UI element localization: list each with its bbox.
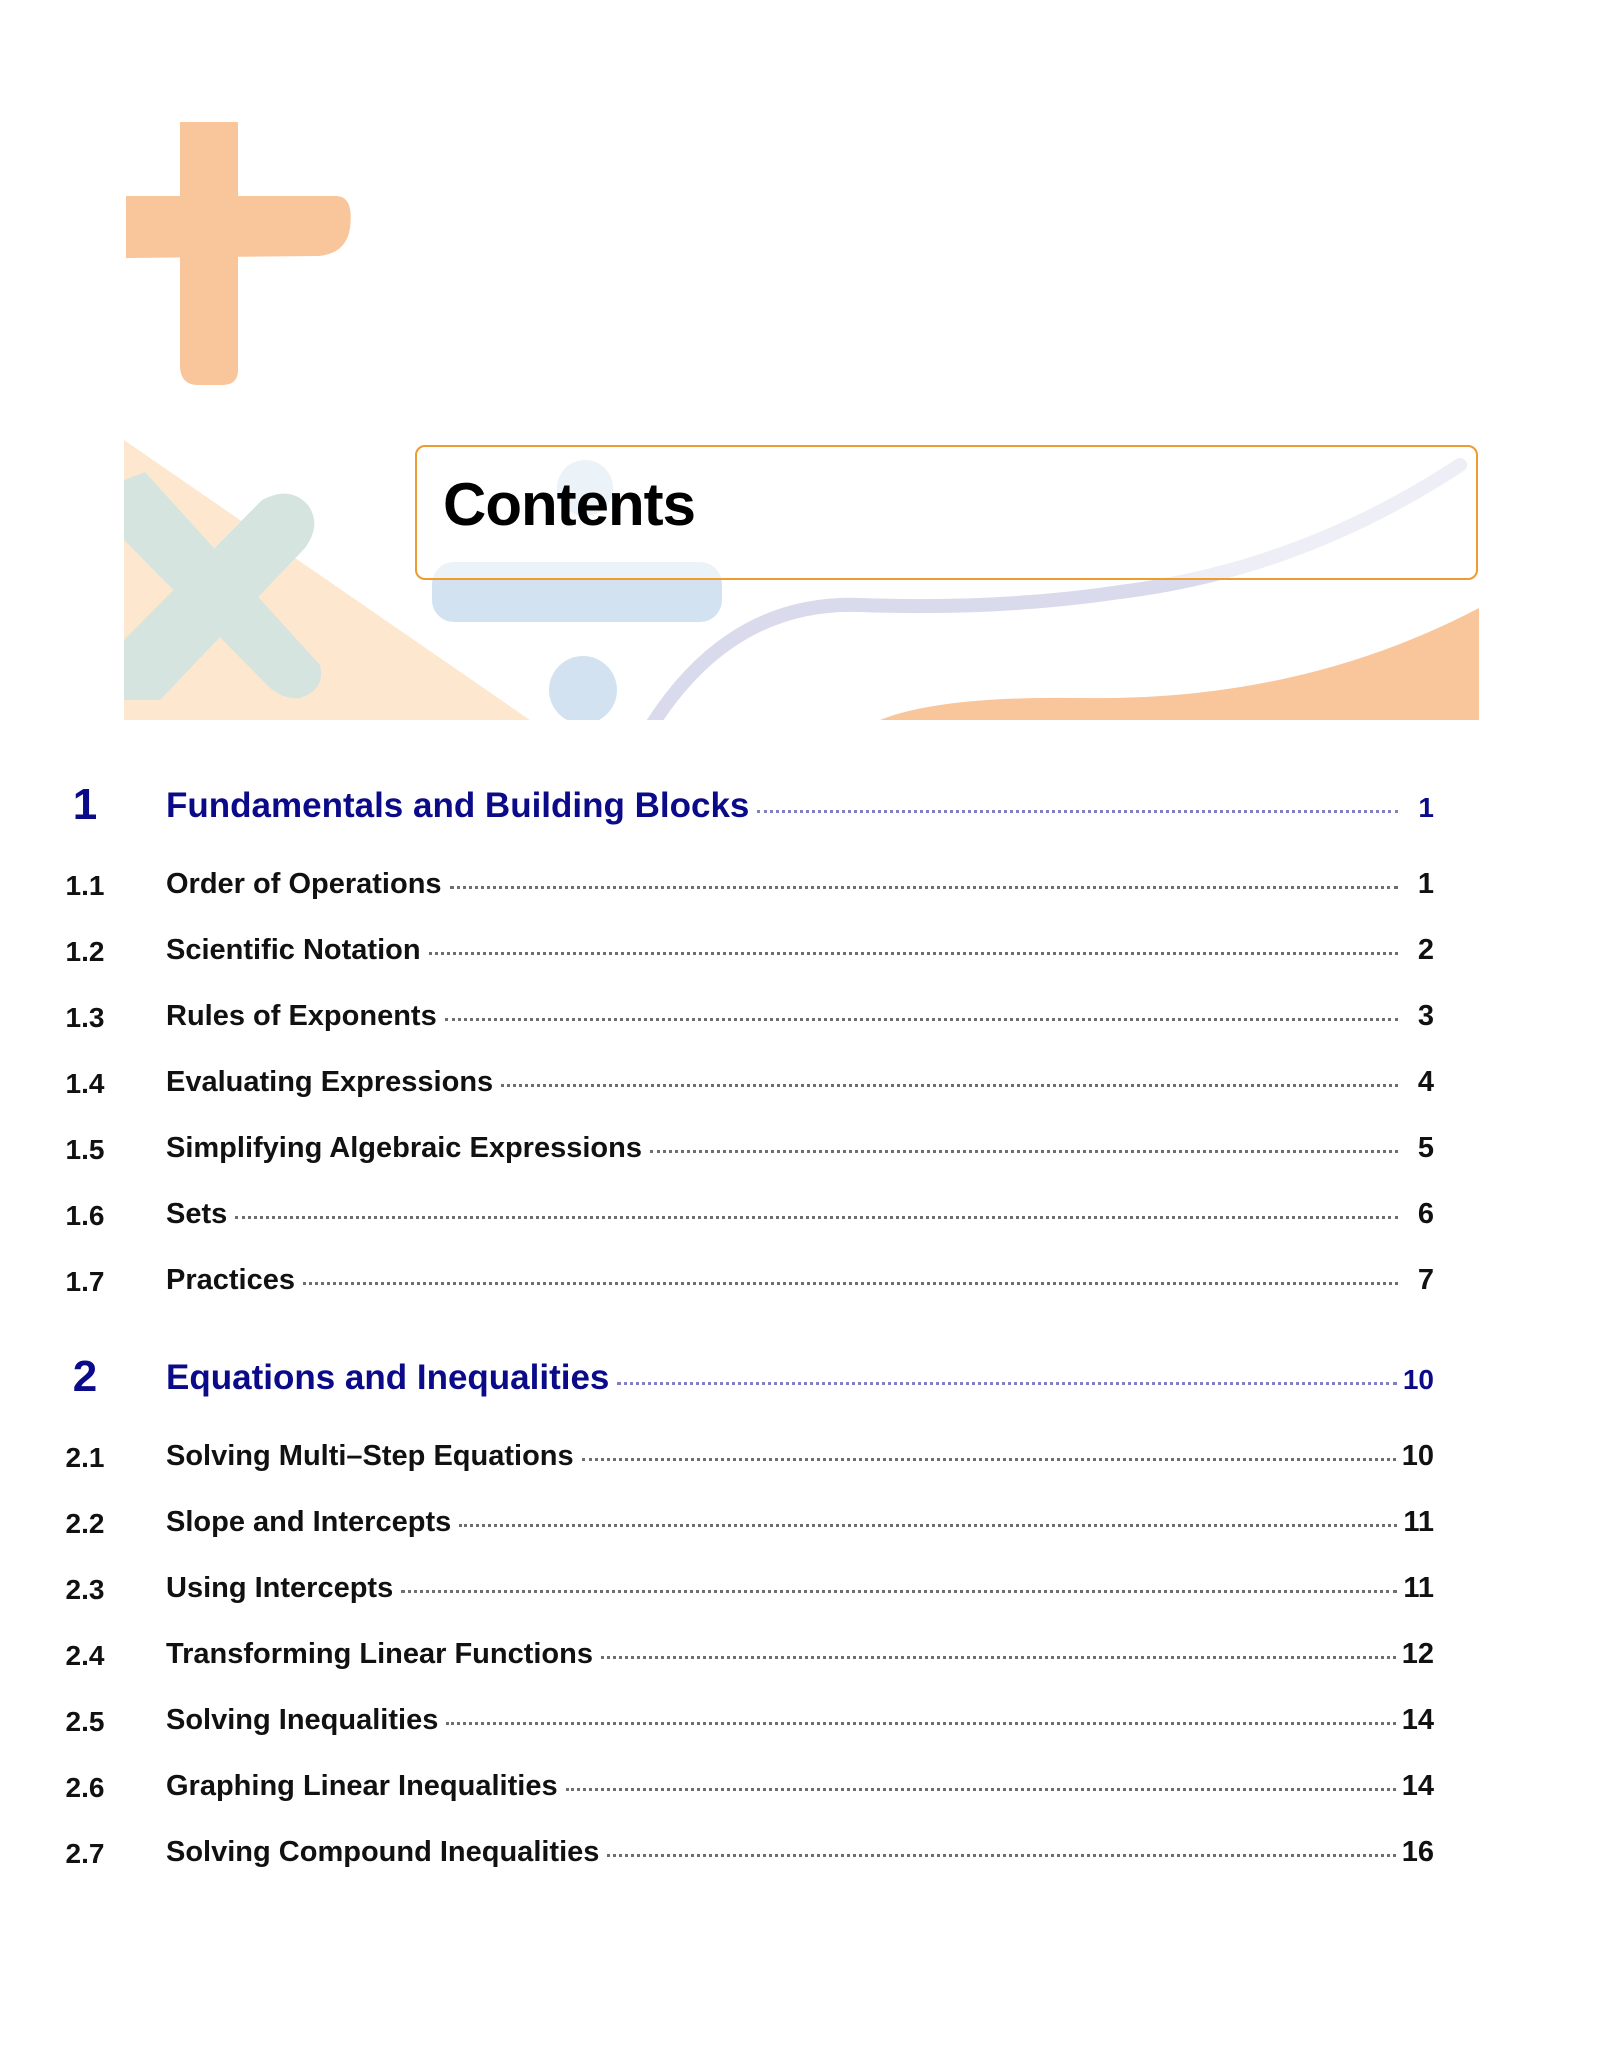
toc-section-entry[interactable] — [0, 1636, 1600, 1676]
dot-leader — [459, 1524, 1397, 1527]
toc-section-entry[interactable] — [0, 1768, 1600, 1808]
section-title: Rules of Exponents — [166, 1000, 437, 1032]
page-number: 14 — [1401, 1704, 1434, 1736]
section-title: Practices — [166, 1264, 295, 1296]
page-number: 1 — [1417, 868, 1434, 900]
toc-chapter-entry[interactable] — [0, 1352, 1600, 1401]
chapter-number: 2 — [72, 1352, 98, 1401]
chapter-title: Fundamentals and Building Blocks — [166, 786, 750, 825]
dot-leader — [235, 1216, 1398, 1219]
section-title: Sets — [166, 1198, 228, 1230]
page-number: 16 — [1401, 1836, 1434, 1868]
section-title: Transforming Linear Functions — [166, 1638, 593, 1670]
section-number: 1.5 — [65, 1134, 105, 1165]
toc-section-entry[interactable] — [0, 1130, 1600, 1170]
section-number: 1.3 — [65, 1002, 105, 1033]
page-number: 4 — [1417, 1066, 1434, 1098]
page-number: 6 — [1417, 1198, 1434, 1230]
section-title: Evaluating Expressions — [166, 1066, 494, 1098]
section-title: Order of Operations — [166, 868, 442, 900]
toc-section-entry[interactable] — [0, 1438, 1600, 1478]
section-number: 2.7 — [65, 1838, 105, 1869]
section-number: 2.3 — [65, 1574, 105, 1605]
toc-section-entry[interactable] — [0, 866, 1600, 906]
dot-leader — [582, 1458, 1396, 1461]
dot-leader — [303, 1282, 1398, 1285]
section-number: 1.6 — [65, 1200, 105, 1231]
section-title: Solving Multi–Step Equations — [166, 1440, 574, 1472]
toc-section-entry[interactable] — [0, 998, 1600, 1038]
section-number: 1.4 — [65, 1068, 105, 1099]
section-number: 1.1 — [65, 870, 105, 901]
toc-section-entry[interactable] — [0, 1834, 1600, 1874]
dot-leader — [757, 810, 1398, 813]
page-number: 12 — [1401, 1638, 1434, 1670]
dot-leader — [429, 952, 1398, 955]
toc-section-entry[interactable] — [0, 1570, 1600, 1610]
page-number: 2 — [1417, 934, 1434, 966]
page-number: 11 — [1403, 1506, 1434, 1538]
section-title: Using Intercepts — [166, 1572, 394, 1604]
page-number: 7 — [1417, 1264, 1434, 1296]
dot-leader — [446, 1722, 1395, 1725]
math-symbols-banner — [0, 0, 1600, 740]
peach-wave-shape — [880, 608, 1479, 720]
dot-leader — [617, 1382, 1396, 1385]
section-title: Graphing Linear Inequalities — [166, 1770, 558, 1802]
section-number: 2.4 — [65, 1640, 105, 1671]
dot-leader — [566, 1788, 1396, 1791]
section-title: Solving Inequalities — [166, 1704, 439, 1736]
page-number: 5 — [1417, 1132, 1434, 1164]
dot-leader — [450, 886, 1398, 889]
dot-leader — [501, 1084, 1398, 1087]
toc-section-entry[interactable] — [0, 932, 1600, 972]
section-number: 1.2 — [65, 936, 105, 967]
section-number: 2.1 — [65, 1442, 105, 1473]
section-title: Scientific Notation — [166, 934, 421, 966]
dot-leader — [601, 1656, 1396, 1659]
page-number: 11 — [1403, 1572, 1434, 1604]
dot-leader — [445, 1018, 1398, 1021]
dot-leader — [401, 1590, 1397, 1593]
section-number: 2.5 — [65, 1706, 105, 1737]
toc-chapter-entry[interactable] — [0, 780, 1600, 829]
page-number: 3 — [1417, 1000, 1434, 1032]
dot-leader — [650, 1150, 1398, 1153]
toc-section-entry[interactable] — [0, 1064, 1600, 1104]
page-number: 1 — [1418, 792, 1434, 823]
dot-leader — [607, 1854, 1395, 1857]
chapter-title: Equations and Inequalities — [166, 1358, 610, 1397]
toc-section-entry[interactable] — [0, 1196, 1600, 1236]
section-title: Slope and Intercepts — [166, 1506, 452, 1538]
section-title: Simplifying Algebraic Expressions — [166, 1132, 642, 1164]
chapter-number: 1 — [72, 780, 98, 829]
section-number: 1.7 — [65, 1266, 105, 1297]
page-number: 10 — [1401, 1440, 1434, 1472]
page-number: 14 — [1401, 1770, 1434, 1802]
toc-section-entry[interactable] — [0, 1262, 1600, 1302]
section-number: 2.2 — [65, 1508, 105, 1539]
section-number: 2.6 — [65, 1772, 105, 1803]
contents-title-box — [415, 445, 1478, 580]
toc-section-entry[interactable] — [0, 1702, 1600, 1742]
section-title: Solving Compound Inequalities — [166, 1836, 600, 1868]
plus-symbol-icon — [126, 122, 351, 385]
page-title: Contents — [443, 471, 695, 538]
page-number: 10 — [1402, 1364, 1434, 1395]
toc-section-entry[interactable] — [0, 1504, 1600, 1544]
